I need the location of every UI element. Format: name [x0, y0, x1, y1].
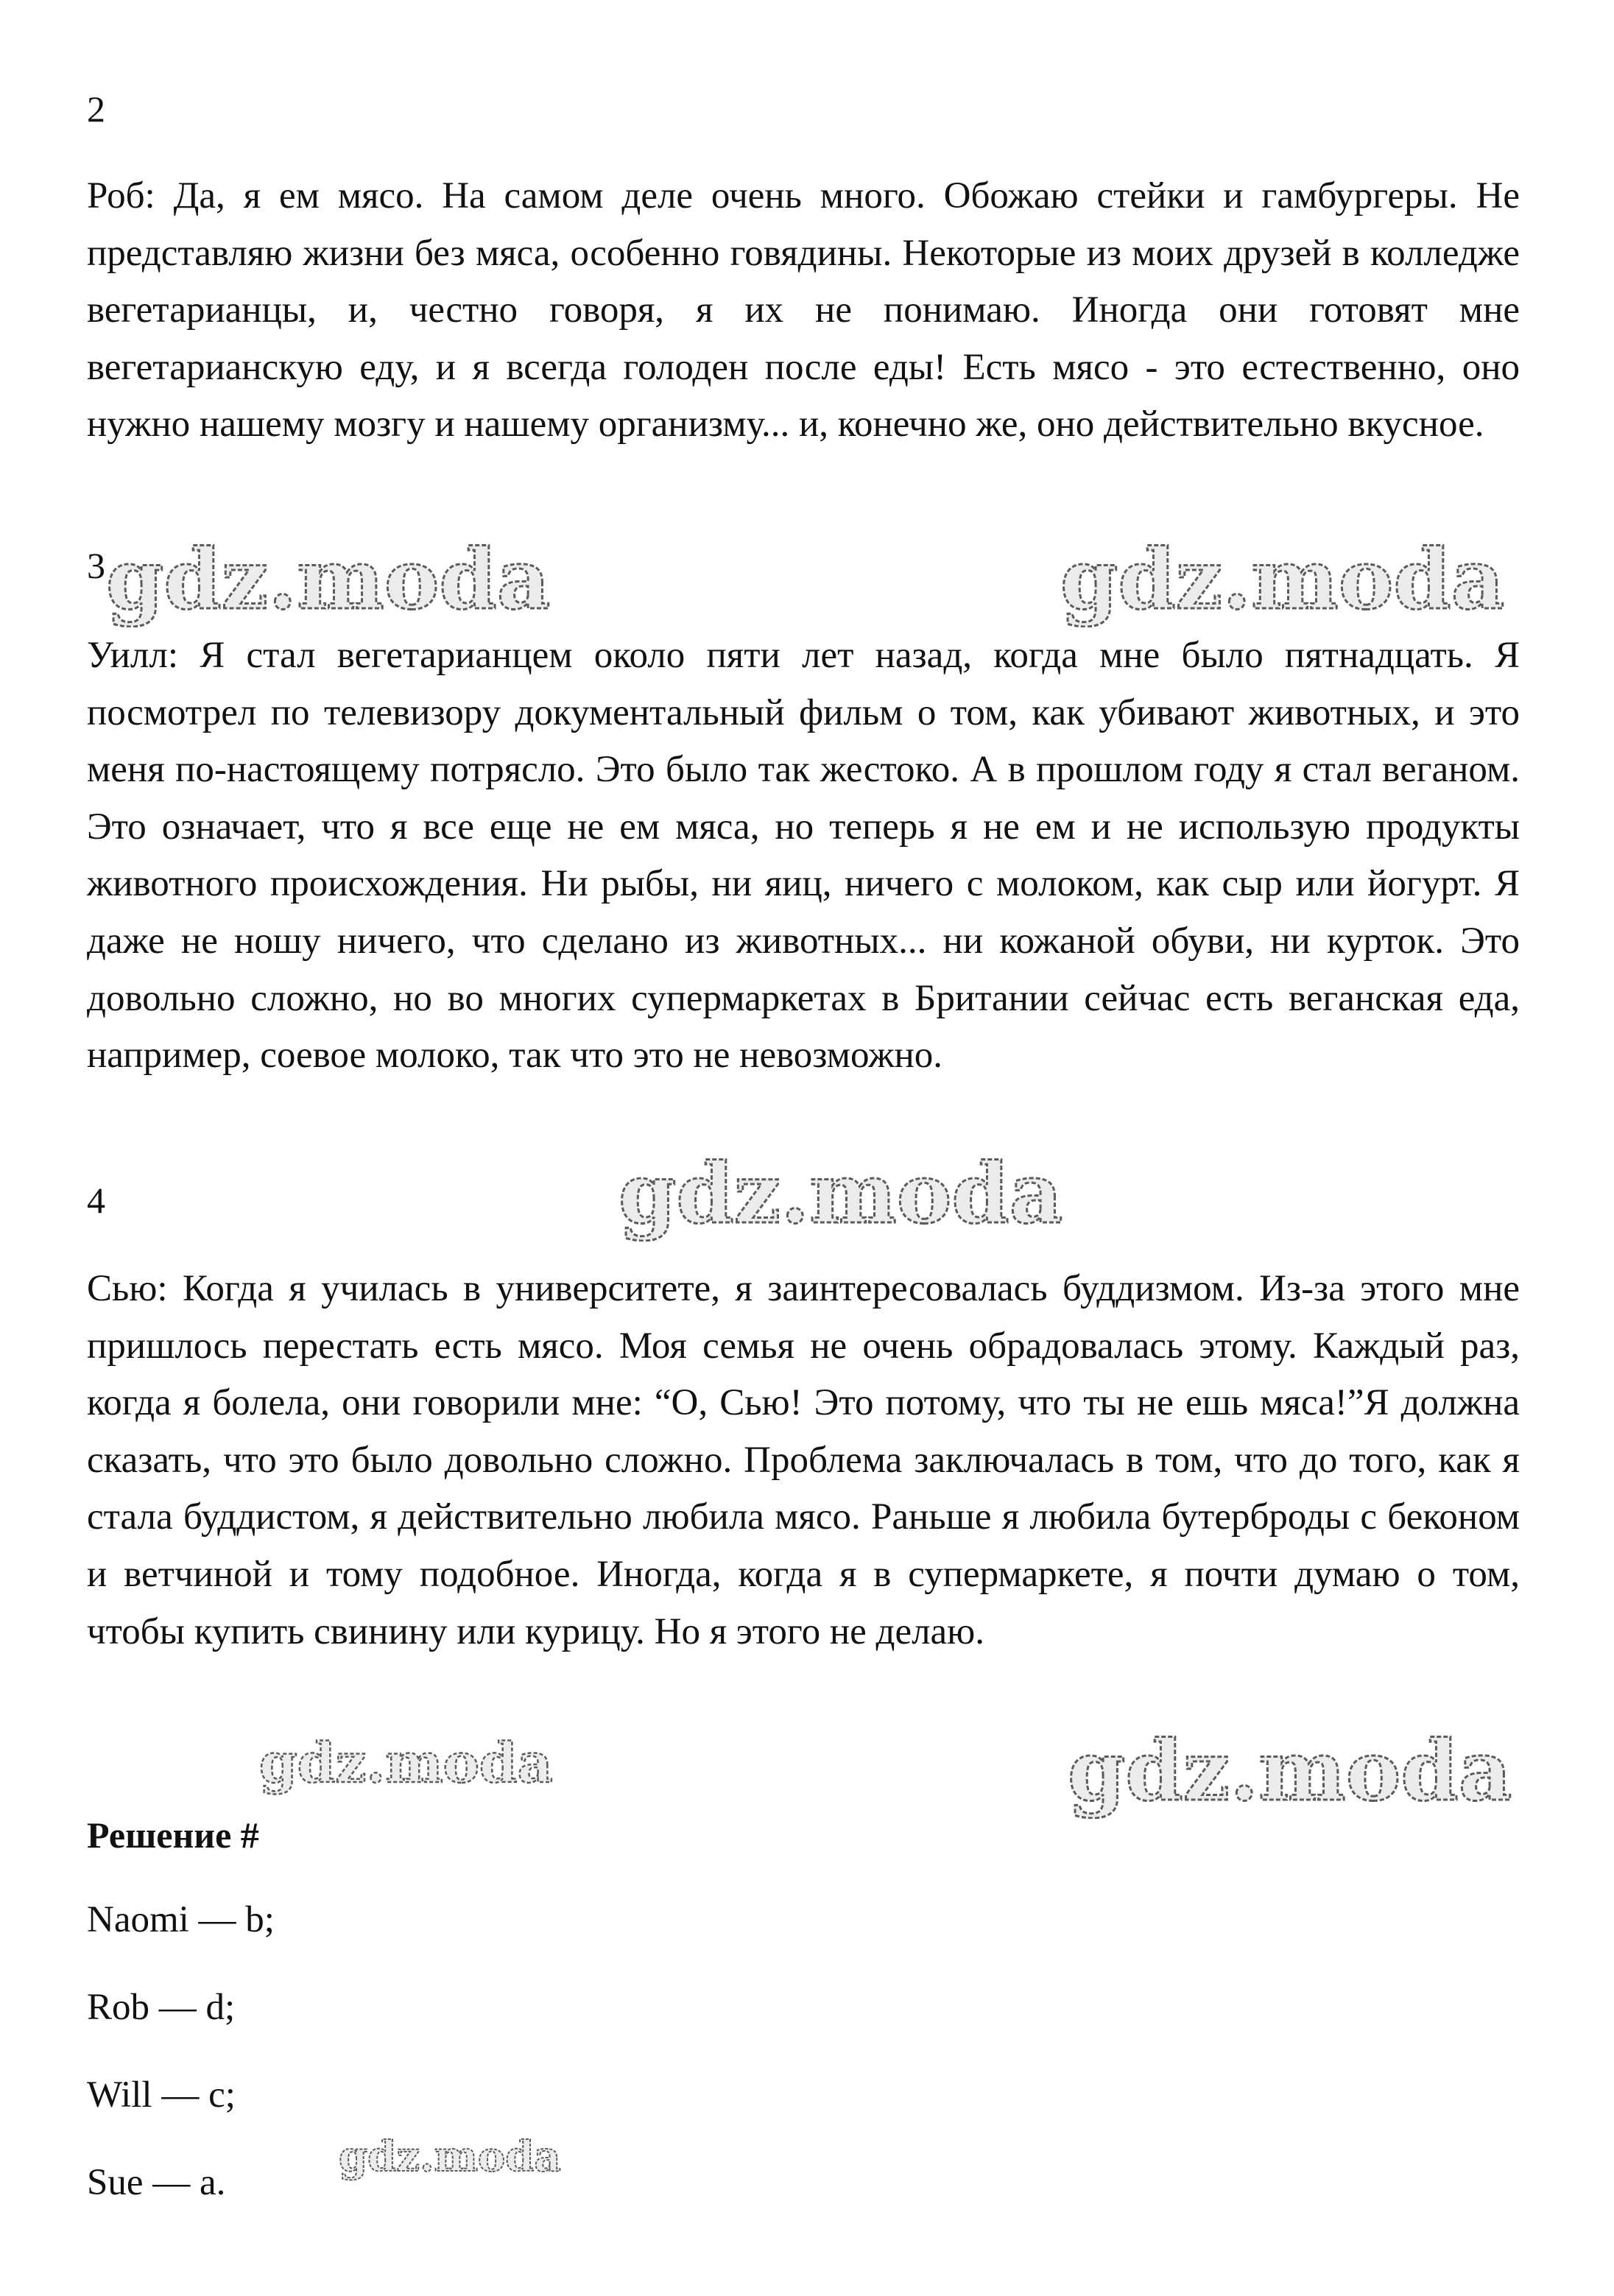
watermark-logo — [336, 2131, 586, 2183]
paragraph-will: Уилл: Я стал вегетарианцем около пяти лет назад, когда мне было пятнадцать. Я посмотрел по телевизору документальный фильм о том, как убивают животных, и это меня по-настоящему потрясло. Это было так жестоко. А в прошлом году я стал веганом. Это означает, что я все еще не ем мяса, но теперь я не ем и не использую продукты животного происхождения. Ни рыбы, ни яиц, ничего с молоком, как сыр или йогурт. Я даже не ношу ничего, что сделано из животных... ни кожаной обуви, ни курток. Это довольно сложно, но во многих супермаркетах в Британии сейчас есть веганская еда, например, соевое молоко, так что это не невозможно. — [87, 635, 1520, 1077]
watermark-logo — [616, 1146, 1087, 1242]
solution-title: Решение # — [87, 1814, 259, 1856]
watermark-logo — [1057, 532, 1529, 627]
watermark-text: gdz.moda — [259, 1732, 553, 1795]
paragraph-rob: Роб: Да, я ем мясо. На самом деле очень много. Обожаю стейки и гамбургеры. Не представляю жизни без мяса, особенно говядины. Некоторые из моих друзей в колледже вегетарианцы, и, честно говоря, я их не понимаю. Иногда они готовят мне вегетарианскую еду, и я всегда голоден после еды! Есть мясо - это естественно, оно нужно нашему мозгу и нашему организму... и, конечно же, оно действительно вкусное. — [87, 175, 1520, 446]
watermark-logo — [103, 532, 574, 627]
watermark-text: gdz.moda — [1060, 532, 1505, 627]
watermark-text: gdz.moda — [1068, 1723, 1512, 1819]
answer-will: Will — c; — [87, 2074, 236, 2116]
watermark-text: gdz.moda — [619, 1146, 1063, 1242]
watermark-text: gdz.moda — [339, 2133, 561, 2181]
watermark-text: gdz.moda — [106, 532, 551, 627]
answer-rob: Rob — d; — [87, 1987, 236, 2028]
section-number-3: 3 — [87, 545, 105, 586]
answer-sue: Sue — a. — [87, 2162, 226, 2203]
watermark-logo — [1065, 1723, 1536, 1819]
watermark-logo — [256, 1730, 580, 1797]
answer-naomi: Naomi — b; — [87, 1899, 275, 1940]
paragraph-sue: Сью: Когда я училась в университете, я заинтересовалась буддизмом. Из-за этого мне пришлось перестать есть мясо. Моя семья не очень обрадовалась этому. Каждый раз, когда я болела, они говорили мне: “О, Сью! Это потому, что ты не ешь мяса!”Я должна сказать, что это было довольно сложно. Проблема заключалась в том, что до того, как я стала буддистом, я действительно любила мясо. Раньше я любила бутерброды с беконом и ветчиной и тому подобное. Иногда, когда я в супермаркете, я почти думаю о том, чтобы купить свинину или курицу. Но я этого не делаю. — [87, 1268, 1520, 1652]
section-number-4: 4 — [87, 1180, 105, 1221]
section-number-2: 2 — [87, 88, 105, 130]
